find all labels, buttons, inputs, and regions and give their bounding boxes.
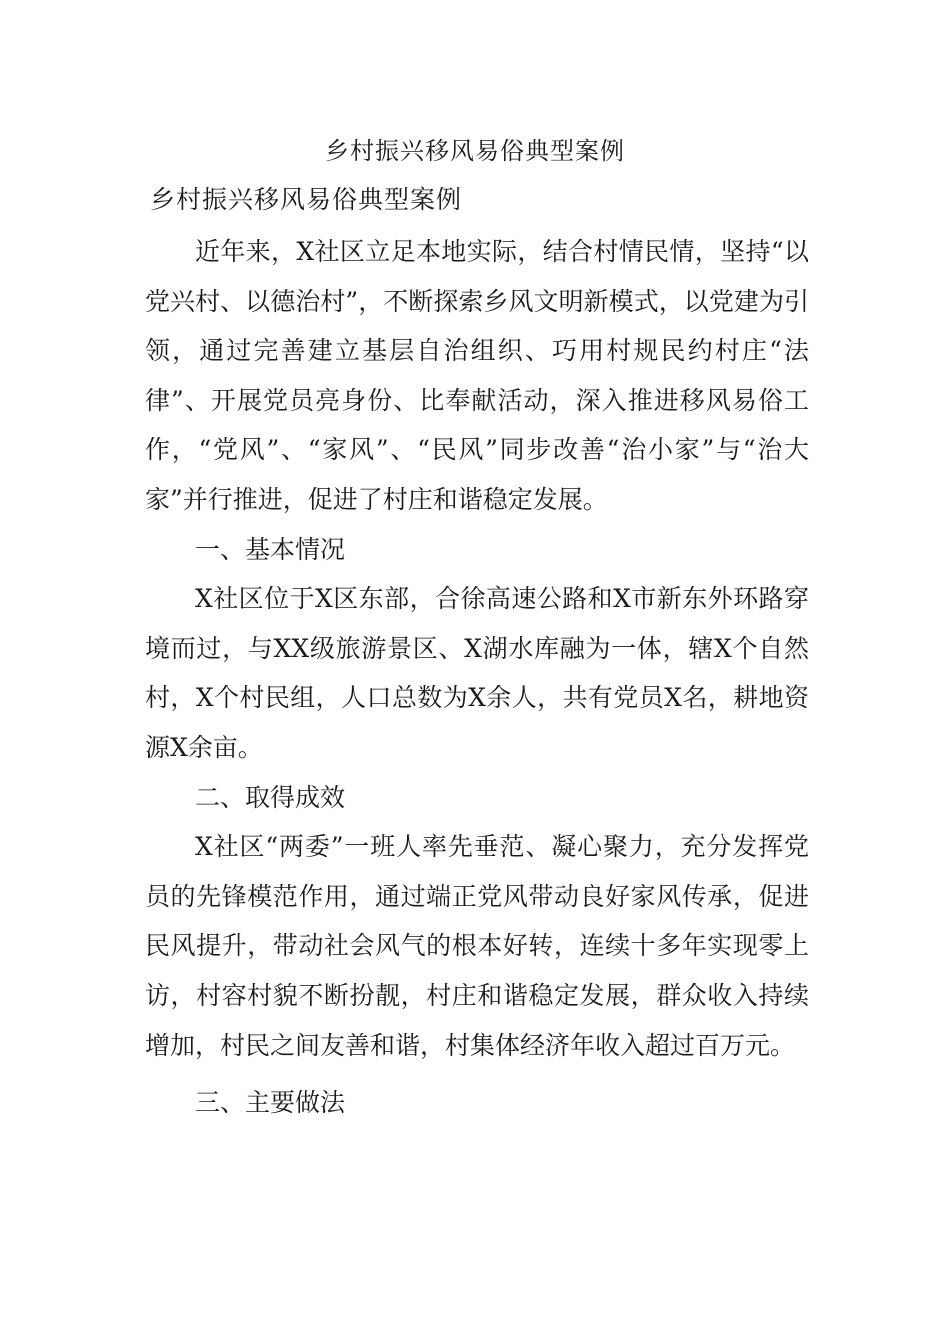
document-subtitle: 乡村振兴移风易俗典型案例 xyxy=(150,185,463,214)
section-heading-achievements: 二、取得成效 xyxy=(195,782,346,812)
section-heading-basic-situation: 一、基本情况 xyxy=(195,534,346,564)
section-paragraph-achievements: X社区“两委”一班人率先垂范、凝心聚力，充分发挥党员的先锋模范作用，通过端正党风带动良好家风传承，促进民风提升，带动社会风气的根本好转，连续十多年实现零上访，村容村貌不断扮靓，村庄和谐稳定发展，群众收入持续增加，村民之间友善和谐，村集体经济年收入超过百万元。 xyxy=(145,832,809,1060)
section-heading-main-practices: 三、主要做法 xyxy=(195,1088,346,1118)
document-body xyxy=(145,227,809,1128)
section-paragraph-basic-situation: X社区位于X区东部，合徐高速公路和X市新东外环路穿境而过，与XX级旅游景区、X湖水库融为一体，辖X个自然村，X个村民组，人口总数为X余人，共有党员X名，耕地资源X余亩。 xyxy=(145,584,809,762)
document-title: 乡村振兴移风易俗典型案例 xyxy=(325,137,625,165)
intro-paragraph: 近年来，X社区立足本地实际，结合村情民情，坚持“以党兴村、以德治村”，不断探索乡风文明新模式，以党建为引领，通过完善建立基层自治组织、巧用村规民约村庄“法律”、开展党员亮身份、比奉献活动，深入推进移风易俗工作，“党风”、“家风”、“民风”同步改善“治小家”与“治大家”并行推进，促进了村庄和谐稳定发展。 xyxy=(145,237,809,514)
